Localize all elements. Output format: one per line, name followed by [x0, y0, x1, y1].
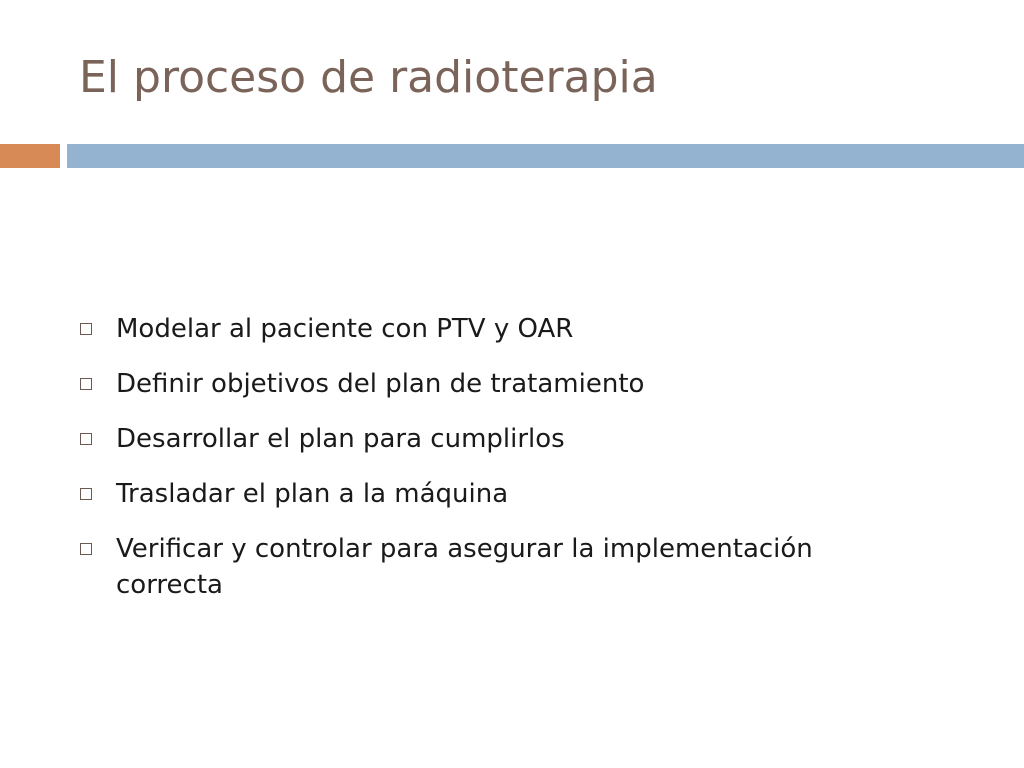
accent-bar	[0, 144, 60, 168]
bullet-text: Definir objetivos del plan de tratamiento	[116, 369, 645, 399]
slide-title: El proceso de radioterapia	[79, 52, 658, 103]
bullet-text: Modelar al paciente con PTV y OAR	[116, 314, 574, 344]
square-bullet-icon	[80, 378, 92, 390]
bullet-text: Desarrollar el plan para cumplirlos	[116, 424, 565, 454]
bullet-item	[80, 476, 840, 512]
bullet-text: Verificar y controlar para asegurar la implementación correcta	[116, 534, 813, 600]
bullet-text: Trasladar el plan a la máquina	[116, 479, 509, 509]
square-bullet-icon	[80, 433, 92, 445]
bullet-item	[80, 366, 840, 402]
square-bullet-icon	[80, 543, 92, 555]
bullet-item	[80, 311, 840, 347]
square-bullet-icon	[80, 323, 92, 335]
bullet-list	[80, 311, 840, 622]
square-bullet-icon	[80, 488, 92, 500]
bullet-item	[80, 421, 840, 457]
bullet-item	[80, 531, 840, 603]
title-divider-bar	[67, 144, 1024, 168]
